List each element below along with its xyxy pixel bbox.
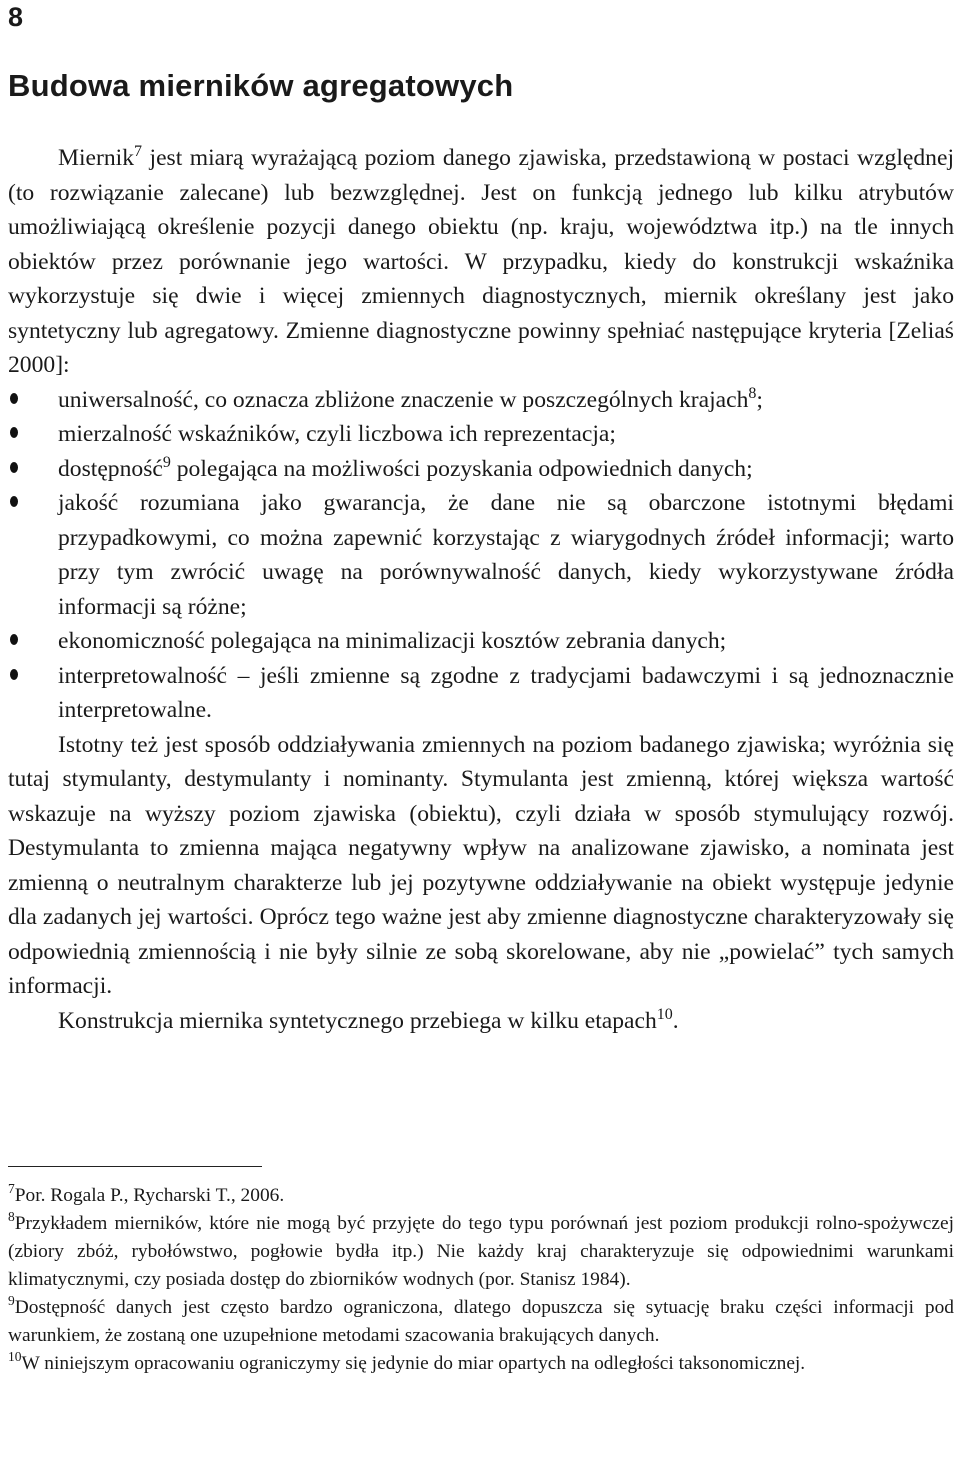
- page-number: 8: [8, 2, 24, 32]
- footnote: [8, 1182, 954, 1210]
- body-text: [8, 141, 954, 1038]
- criterion-text-after: ;: [756, 386, 763, 413]
- footnote-text: Por. Rogala P., Rycharski T., 2006.: [14, 1185, 285, 1206]
- criterion-text: ekonomiczność polegająca na minimalizacji kosztów zebrania danych;: [58, 628, 727, 654]
- paragraph-construction: [8, 1004, 954, 1039]
- criterion-text-after: polegająca na możliwości pozyskania odpowiednich danych;: [170, 455, 753, 482]
- list-item: [58, 486, 954, 624]
- intro-text-rest: jest miarą wyrażającą poziom danego zjawiska, przedstawioną w postaci względnej (to rozwiązanie zalecane) lub bezwzględnej. Jest on funkcją jednego lub kilku atrybutów umożliwiającą określenie pozycji danego obiektu (np. kraju, województwa itp.) na tle innych obiektów przez porównanie jego wartości. W przypadku, kiedy do konstrukcji wskaźnika wykorzystuje się dwie i więcej zmiennych diagnostycznych, miernik określany jest jako syntetyczny lub agregatowy. Zmienne diagnostyczne powinny spełniać następujące kryteria [Zeliaś 2000]:: [8, 145, 954, 378]
- footnote-separator: [8, 1166, 262, 1167]
- construction-text-after: .: [672, 1007, 679, 1034]
- footnote-text: Przykładem mierników, które nie mogą być przyjęte do tego typu porównań jest poziom produkcji rolno-spożywczej (zbiory zbóż, rybołówstwo, pogłowie bydła itp.) Nie każdy kraj charakteryzuje się odpowiednimi warunkami klimatycznymi, czy posiada dostęp do zbiorników wodnych (por. Stanisz 1984).: [8, 1213, 954, 1290]
- list-item: [58, 417, 954, 452]
- list-item: [58, 659, 954, 728]
- paragraph-variable-types: Istotny też jest sposób oddziaływania zmiennych na poziom badanego zjawiska; wyróżnia się tutaj stymulanty, destymulanty i nominanty. Stymulanta jest zmienną, której większa wartość wskazuje na wyższy poziom zjawiska (obiektu), czyli działa w sposób stymulujący rozwój. Destymulanta to zmienna mająca negatywny wpływ na analizowane zjawisko, a nominata jest zmienną o neutralnym charakterze lub jej pozytywne oddziaływanie na obiekt występuje jedynie dla zadanych jej wartości. Oprócz tego ważne jest aby zmienne diagnostyczne charakteryzowały się odpowiednią zmiennością i nie były silnie ze sobą skorelowane, aby nie „powielać” tych samych informacji.: [8, 731, 954, 999]
- footnote-number: 9: [8, 1293, 15, 1308]
- footnote-ref-9[interactable]: 9: [162, 453, 171, 471]
- intro-paragraph: [8, 141, 954, 383]
- footnote-number: 10: [8, 1349, 22, 1364]
- criterion-text: dostępność: [58, 455, 163, 482]
- footnote-text: W niniejszym opracowaniu ograniczymy się jedynie do miar opartych na odległości taksonomicznej.: [21, 1353, 806, 1374]
- criterion-text: uniwersalność, co oznacza zbliżone znaczenie w poszczególnych krajach: [58, 386, 749, 413]
- construction-text: Konstrukcja miernika syntetycznego przebiega w kilku etapach: [58, 1007, 657, 1034]
- list-item: [58, 452, 954, 487]
- footnote-number: 7: [8, 1181, 15, 1196]
- footnote: [8, 1294, 954, 1350]
- footnote-ref-7[interactable]: 7: [134, 143, 143, 160]
- footnote: [8, 1210, 954, 1294]
- criterion-text: mierzalność wskaźników, czyli liczbowa ich reprezentacja;: [58, 421, 616, 447]
- footnote-ref-8[interactable]: 8: [748, 384, 757, 402]
- intro-text-start: Miernik: [58, 145, 135, 171]
- footnote: [8, 1350, 954, 1378]
- footnotes: [8, 1182, 954, 1378]
- footnote-text: Dostępność danych jest często bardzo ograniczona, dlatego dopuszcza się sytuację braku części informacji pod warunkiem, że zostaną one uzupełnione metodami szacowania brakujących danych.: [8, 1297, 954, 1346]
- footnote-number: 8: [8, 1209, 15, 1224]
- criterion-text: interpretowalność – jeśli zmienne są zgodne z tradycjami badawczymi i są jednoznacznie interpretowalne.: [58, 662, 954, 723]
- chapter-title: Budowa mierników agregatowych: [8, 68, 514, 103]
- list-item: [58, 383, 954, 418]
- criterion-text: jakość rozumiana jako gwarancja, że dane nie są obarczone istotnymi błędami przypadkowymi, co można zapewnić korzystając z wiarygodnych źródeł informacji; warto przy tym zwrócić uwagę na porównywalność danych, kiedy wykorzystywane źródła informacji są różne;: [58, 490, 954, 620]
- criteria-list: [8, 383, 954, 728]
- list-item: [58, 624, 954, 659]
- footnote-ref-10[interactable]: 10: [656, 1005, 673, 1023]
